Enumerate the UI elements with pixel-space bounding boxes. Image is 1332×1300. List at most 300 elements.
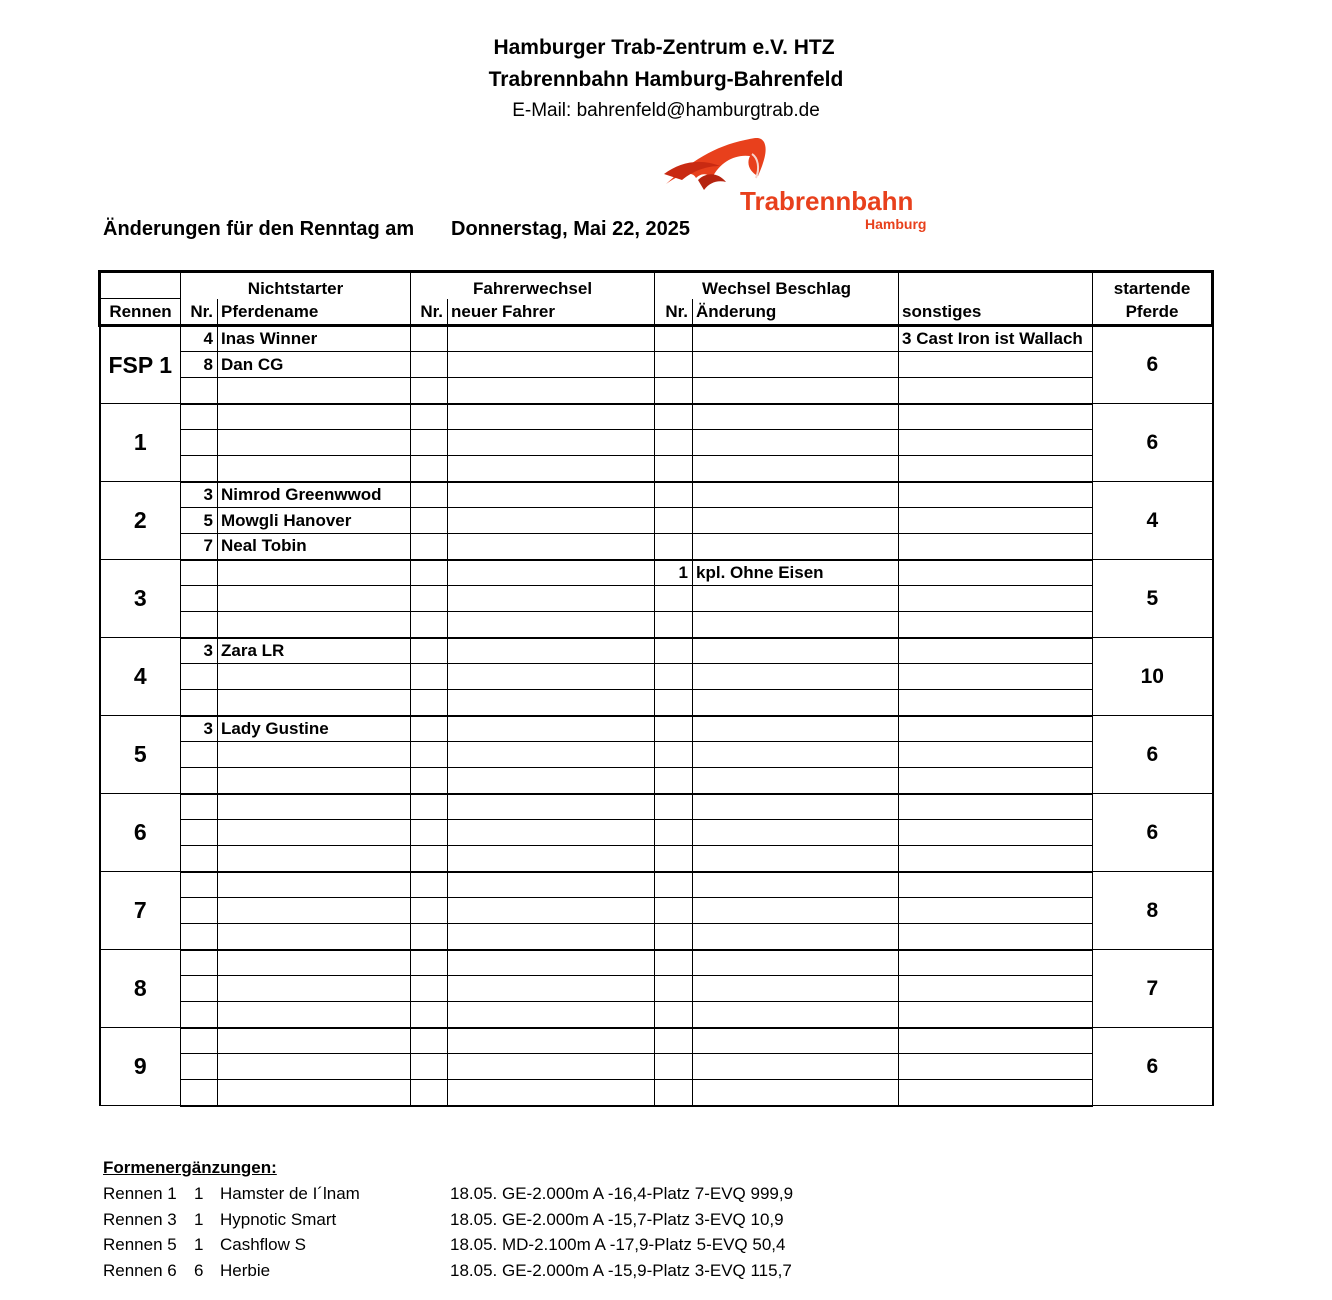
beschlag-aenderung [693, 612, 899, 638]
race-number: 1 [100, 404, 181, 482]
header-beschlag: Wechsel Beschlag [655, 272, 899, 299]
sonstiges [899, 898, 1093, 924]
beschlag-aenderung [693, 404, 899, 430]
nichtstarter-name [218, 430, 411, 456]
beschlag-aenderung [693, 898, 899, 924]
beschlag-aenderung [693, 430, 899, 456]
beschlag-nr [655, 716, 693, 742]
beschlag-aenderung [693, 1002, 899, 1028]
nichtstarter-nr [181, 404, 218, 430]
header-rennen: Rennen [100, 299, 181, 326]
fahrerwechsel-name [448, 1028, 655, 1054]
beschlag-nr [655, 534, 693, 560]
beschlag-aenderung [693, 846, 899, 872]
fahrerwechsel-nr [411, 976, 448, 1002]
fahrerwechsel-nr [411, 638, 448, 664]
logo-subtext: Hamburg [865, 216, 927, 232]
header-aenderung: Änderung [693, 299, 899, 326]
starters-count: 4 [1093, 482, 1213, 560]
form-entry-info: 18.05. MD-2.100m A -17,9-Platz 5-EVQ 50,4 [450, 1235, 786, 1255]
nichtstarter-name [218, 404, 411, 430]
nichtstarter-nr: 3 [181, 482, 218, 508]
fahrerwechsel-name [448, 586, 655, 612]
fahrerwechsel-name [448, 716, 655, 742]
sonstiges [899, 586, 1093, 612]
nichtstarter-name [218, 872, 411, 898]
form-entry [103, 1235, 786, 1261]
beschlag-nr [655, 1028, 693, 1054]
race-date: Donnerstag, Mai 22, 2025 [451, 218, 690, 240]
fahrerwechsel-name [448, 742, 655, 768]
sonstiges [899, 716, 1093, 742]
fahrerwechsel-name [448, 482, 655, 508]
beschlag-aenderung [693, 794, 899, 820]
starters-count: 6 [1093, 404, 1213, 482]
horse-head-logo-icon [660, 132, 950, 237]
sonstiges [899, 742, 1093, 768]
nichtstarter-nr: 3 [181, 638, 218, 664]
beschlag-nr [655, 326, 693, 352]
table-row [100, 898, 1213, 924]
sonstiges [899, 820, 1093, 846]
nichtstarter-name [218, 456, 411, 482]
fahrerwechsel-nr [411, 1054, 448, 1080]
nichtstarter-name [218, 612, 411, 638]
nichtstarter-nr [181, 690, 218, 716]
beschlag-nr [655, 430, 693, 456]
fahrerwechsel-name [448, 664, 655, 690]
header-nr: Nr. [411, 299, 448, 326]
beschlag-aenderung [693, 664, 899, 690]
starters-count: 6 [1093, 716, 1213, 794]
nichtstarter-nr [181, 820, 218, 846]
fahrerwechsel-name [448, 378, 655, 404]
nichtstarter-nr [181, 846, 218, 872]
form-entry-horse: Herbie [220, 1260, 271, 1280]
race-number: FSP 1 [100, 326, 181, 404]
fahrerwechsel-nr [411, 1002, 448, 1028]
form-entry-nr: 1 [194, 1235, 204, 1255]
beschlag-nr [655, 1080, 693, 1106]
fahrerwechsel-nr [411, 456, 448, 482]
table-row [100, 664, 1213, 690]
fahrerwechsel-name [448, 352, 655, 378]
beschlag-nr [655, 794, 693, 820]
sonstiges [899, 924, 1093, 950]
changes-table-body [100, 326, 1213, 1106]
beschlag-nr [655, 586, 693, 612]
sonstiges [899, 1054, 1093, 1080]
race-number: 9 [100, 1028, 181, 1106]
nichtstarter-name [218, 560, 411, 586]
fahrerwechsel-nr [411, 794, 448, 820]
nichtstarter-name [218, 768, 411, 794]
nichtstarter-name: Dan CG [218, 352, 411, 378]
sonstiges [899, 794, 1093, 820]
beschlag-nr [655, 872, 693, 898]
starters-count: 6 [1093, 326, 1213, 404]
form-entry-horse: Hamster de I´lnam [220, 1184, 360, 1203]
beschlag-aenderung [693, 482, 899, 508]
fahrerwechsel-name [448, 872, 655, 898]
race-number: 4 [100, 638, 181, 716]
fahrerwechsel-name [448, 326, 655, 352]
beschlag-nr [655, 404, 693, 430]
table-row [100, 1054, 1213, 1080]
beschlag-aenderung [693, 456, 899, 482]
sonstiges [899, 768, 1093, 794]
sonstiges [899, 846, 1093, 872]
fahrerwechsel-nr [411, 924, 448, 950]
form-entry [103, 1260, 792, 1287]
table-row [100, 456, 1213, 482]
fahrerwechsel-name [448, 638, 655, 664]
header-empty [100, 272, 181, 299]
sonstiges [899, 638, 1093, 664]
form-entry-nr: 1 [194, 1184, 204, 1203]
beschlag-nr [655, 1002, 693, 1028]
fahrerwechsel-nr [411, 664, 448, 690]
table-row [100, 430, 1213, 456]
sonstiges [899, 430, 1093, 456]
fahrerwechsel-nr [411, 950, 448, 976]
header-nr: Nr. [655, 299, 693, 326]
starters-count: 10 [1093, 638, 1213, 716]
beschlag-nr [655, 690, 693, 716]
starters-count: 6 [1093, 794, 1213, 872]
form-entry-race: Rennen 1 [103, 1184, 177, 1203]
sonstiges [899, 456, 1093, 482]
venue-title: Trabrennbahn Hamburg-Bahrenfeld [488, 68, 844, 91]
beschlag-nr [655, 508, 693, 534]
table-row [100, 690, 1213, 716]
trabrennbahn-logo [660, 132, 950, 237]
beschlag-nr [655, 924, 693, 950]
fahrerwechsel-nr [411, 820, 448, 846]
beschlag-nr [655, 456, 693, 482]
form-entry-nr: 1 [194, 1209, 204, 1229]
fahrerwechsel-name [448, 794, 655, 820]
form-entry-nr: 6 [194, 1260, 204, 1280]
beschlag-aenderung [693, 586, 899, 612]
beschlag-nr [655, 742, 693, 768]
fahrerwechsel-nr [411, 716, 448, 742]
nichtstarter-name: Mowgli Hanover [218, 508, 411, 534]
nichtstarter-name [218, 1054, 411, 1080]
table-row [100, 352, 1213, 378]
header-fahrerwechsel: Fahrerwechsel [411, 272, 655, 299]
table-row [100, 924, 1213, 950]
form-entry-horse: Cashflow S [220, 1235, 306, 1255]
sonstiges [899, 482, 1093, 508]
beschlag-aenderung [693, 1028, 899, 1054]
nichtstarter-nr: 8 [181, 352, 218, 378]
fahrerwechsel-nr [411, 560, 448, 586]
sonstiges [899, 690, 1093, 716]
fahrerwechsel-name [448, 1002, 655, 1028]
sonstiges [899, 1028, 1093, 1054]
table-row [100, 560, 1213, 586]
beschlag-aenderung [693, 872, 899, 898]
nichtstarter-nr: 4 [181, 326, 218, 352]
nichtstarter-name [218, 846, 411, 872]
beschlag-aenderung [693, 534, 899, 560]
table-row [100, 586, 1213, 612]
table-row [100, 482, 1213, 508]
changes-label: Änderungen für den Renntag am [103, 218, 415, 240]
fahrerwechsel-name [448, 898, 655, 924]
fahrerwechsel-nr [411, 846, 448, 872]
nichtstarter-name [218, 742, 411, 768]
beschlag-aenderung [693, 326, 899, 352]
beschlag-nr [655, 846, 693, 872]
form-entry-horse: Hypnotic Smart [220, 1209, 337, 1229]
starters-count: 7 [1093, 950, 1213, 1028]
changes-table [98, 270, 1214, 1107]
table-row [100, 846, 1213, 872]
nichtstarter-nr [181, 560, 218, 586]
nichtstarter-nr [181, 1002, 218, 1028]
nichtstarter-name: Lady Gustine [218, 716, 411, 742]
form-additions [103, 1158, 794, 1286]
nichtstarter-name [218, 690, 411, 716]
table-row [100, 716, 1213, 742]
fahrerwechsel-nr [411, 1028, 448, 1054]
nichtstarter-name [218, 820, 411, 846]
nichtstarter-nr [181, 742, 218, 768]
table-row [100, 378, 1213, 404]
sonstiges [899, 560, 1093, 586]
fahrerwechsel-nr [411, 612, 448, 638]
header-sonstiges-top [899, 272, 1093, 299]
beschlag-aenderung: kpl. Ohne Eisen [693, 560, 899, 586]
header-nr: Nr. [181, 299, 218, 326]
form-entry-race: Rennen 5 [103, 1235, 177, 1255]
beschlag-aenderung [693, 976, 899, 1002]
fahrerwechsel-nr [411, 898, 448, 924]
nichtstarter-nr [181, 586, 218, 612]
nichtstarter-name [218, 378, 411, 404]
sonstiges [899, 508, 1093, 534]
table-row [100, 768, 1213, 794]
nichtstarter-nr [181, 612, 218, 638]
table-row [100, 1028, 1213, 1054]
sonstiges [899, 404, 1093, 430]
beschlag-nr [655, 378, 693, 404]
form-entry-info: 18.05. GE-2.000m A -15,7-Platz 3-EVQ 10,9 [450, 1209, 784, 1229]
fahrerwechsel-nr [411, 404, 448, 430]
fahrerwechsel-name [448, 404, 655, 430]
fahrerwechsel-nr [411, 742, 448, 768]
fahrerwechsel-name [448, 508, 655, 534]
beschlag-nr [655, 820, 693, 846]
nichtstarter-name: Nimrod Greenwwod [218, 482, 411, 508]
nichtstarter-nr [181, 950, 218, 976]
sonstiges [899, 1080, 1093, 1106]
fahrerwechsel-nr [411, 508, 448, 534]
email-line: E-Mail: bahrenfeld@hamburgtrab.de [512, 100, 820, 121]
sonstiges [899, 664, 1093, 690]
nichtstarter-nr [181, 924, 218, 950]
nichtstarter-name [218, 664, 411, 690]
table-row [100, 976, 1213, 1002]
beschlag-nr [655, 612, 693, 638]
nichtstarter-nr: 5 [181, 508, 218, 534]
fahrerwechsel-nr [411, 690, 448, 716]
fahrerwechsel-name [448, 534, 655, 560]
table-row [100, 794, 1213, 820]
fahrerwechsel-name [448, 768, 655, 794]
fahrerwechsel-name [448, 846, 655, 872]
header-sonstiges: sonstiges [899, 299, 1093, 326]
beschlag-nr [655, 950, 693, 976]
nichtstarter-name [218, 1028, 411, 1054]
nichtstarter-name [218, 794, 411, 820]
form-entry-race: Rennen 3 [103, 1209, 177, 1229]
nichtstarter-nr [181, 1028, 218, 1054]
beschlag-nr [655, 638, 693, 664]
nichtstarter-name [218, 898, 411, 924]
starters-count: 5 [1093, 560, 1213, 638]
sonstiges [899, 976, 1093, 1002]
fahrerwechsel-nr [411, 326, 448, 352]
fahrerwechsel-name [448, 1054, 655, 1080]
beschlag-nr [655, 664, 693, 690]
fahrerwechsel-nr [411, 1080, 448, 1106]
nichtstarter-name [218, 924, 411, 950]
race-number: 6 [100, 794, 181, 872]
beschlag-aenderung [693, 716, 899, 742]
fahrerwechsel-nr [411, 768, 448, 794]
nichtstarter-nr [181, 378, 218, 404]
header-startende: startende [1093, 272, 1213, 299]
beschlag-aenderung [693, 950, 899, 976]
beschlag-nr [655, 898, 693, 924]
beschlag-nr [655, 976, 693, 1002]
race-number: 2 [100, 482, 181, 560]
table-row [100, 872, 1213, 898]
nichtstarter-nr: 3 [181, 716, 218, 742]
fahrerwechsel-name [448, 456, 655, 482]
header-pferde: Pferde [1093, 299, 1213, 326]
fahrerwechsel-name [448, 820, 655, 846]
form-entry [103, 1209, 784, 1236]
form-entry-info: 18.05. GE-2.000m A -16,4-Platz 7-EVQ 999,9 [450, 1184, 794, 1203]
beschlag-nr [655, 1054, 693, 1080]
beschlag-aenderung [693, 508, 899, 534]
table-row [100, 820, 1213, 846]
table-row [100, 404, 1213, 430]
fahrerwechsel-name [448, 690, 655, 716]
nichtstarter-nr [181, 872, 218, 898]
table-row [100, 638, 1213, 664]
fahrerwechsel-name [448, 560, 655, 586]
nichtstarter-name [218, 1002, 411, 1028]
fahrerwechsel-name [448, 950, 655, 976]
sonstiges: 3 Cast Iron ist Wallach [899, 326, 1093, 352]
nichtstarter-nr [181, 898, 218, 924]
nichtstarter-nr [181, 430, 218, 456]
beschlag-aenderung [693, 638, 899, 664]
beschlag-aenderung [693, 690, 899, 716]
starters-count: 8 [1093, 872, 1213, 950]
nichtstarter-name: Inas Winner [218, 326, 411, 352]
sonstiges [899, 612, 1093, 638]
beschlag-nr: 1 [655, 560, 693, 586]
nichtstarter-nr [181, 768, 218, 794]
fahrerwechsel-name [448, 976, 655, 1002]
fahrerwechsel-nr [411, 534, 448, 560]
race-number: 7 [100, 872, 181, 950]
form-additions-title: Formenergänzungen: [103, 1158, 277, 1177]
sonstiges [899, 1002, 1093, 1028]
table-row [100, 326, 1213, 352]
table-row [100, 534, 1213, 560]
nichtstarter-nr [181, 1080, 218, 1106]
beschlag-aenderung [693, 924, 899, 950]
fahrerwechsel-name [448, 1080, 655, 1106]
nichtstarter-nr [181, 976, 218, 1002]
form-entry-race: Rennen 6 [103, 1260, 177, 1280]
fahrerwechsel-nr [411, 378, 448, 404]
nichtstarter-nr: 7 [181, 534, 218, 560]
beschlag-aenderung [693, 1054, 899, 1080]
fahrerwechsel-nr [411, 872, 448, 898]
header-nichtstarter: Nichtstarter [181, 272, 411, 299]
race-number: 3 [100, 560, 181, 638]
race-number: 8 [100, 950, 181, 1028]
table-row [100, 1080, 1213, 1106]
beschlag-aenderung [693, 742, 899, 768]
sonstiges [899, 534, 1093, 560]
header-pferdename: Pferdename [218, 299, 411, 326]
beschlag-aenderung [693, 768, 899, 794]
sonstiges [899, 872, 1093, 898]
beschlag-nr [655, 352, 693, 378]
table-row [100, 742, 1213, 768]
nichtstarter-name [218, 950, 411, 976]
beschlag-aenderung [693, 820, 899, 846]
sonstiges [899, 378, 1093, 404]
fahrerwechsel-nr [411, 586, 448, 612]
fahrerwechsel-nr [411, 482, 448, 508]
fahrerwechsel-nr [411, 430, 448, 456]
nichtstarter-name: Zara LR [218, 638, 411, 664]
fahrerwechsel-name [448, 612, 655, 638]
nichtstarter-name [218, 1080, 411, 1106]
sonstiges [899, 352, 1093, 378]
table-row [100, 1002, 1213, 1028]
beschlag-nr [655, 482, 693, 508]
logo-text: Trabrennbahn [740, 186, 914, 216]
fahrerwechsel-nr [411, 352, 448, 378]
nichtstarter-nr [181, 456, 218, 482]
nichtstarter-nr [181, 664, 218, 690]
nichtstarter-name: Neal Tobin [218, 534, 411, 560]
nichtstarter-nr [181, 1054, 218, 1080]
fahrerwechsel-name [448, 924, 655, 950]
nichtstarter-name [218, 586, 411, 612]
table-row [100, 612, 1213, 638]
org-title: Hamburger Trab-Zentrum e.V. HTZ [493, 36, 835, 59]
form-entry [103, 1184, 794, 1210]
nichtstarter-name [218, 976, 411, 1002]
beschlag-aenderung [693, 1080, 899, 1106]
table-row [100, 508, 1213, 534]
race-number: 5 [100, 716, 181, 794]
beschlag-nr [655, 768, 693, 794]
fahrerwechsel-name [448, 430, 655, 456]
